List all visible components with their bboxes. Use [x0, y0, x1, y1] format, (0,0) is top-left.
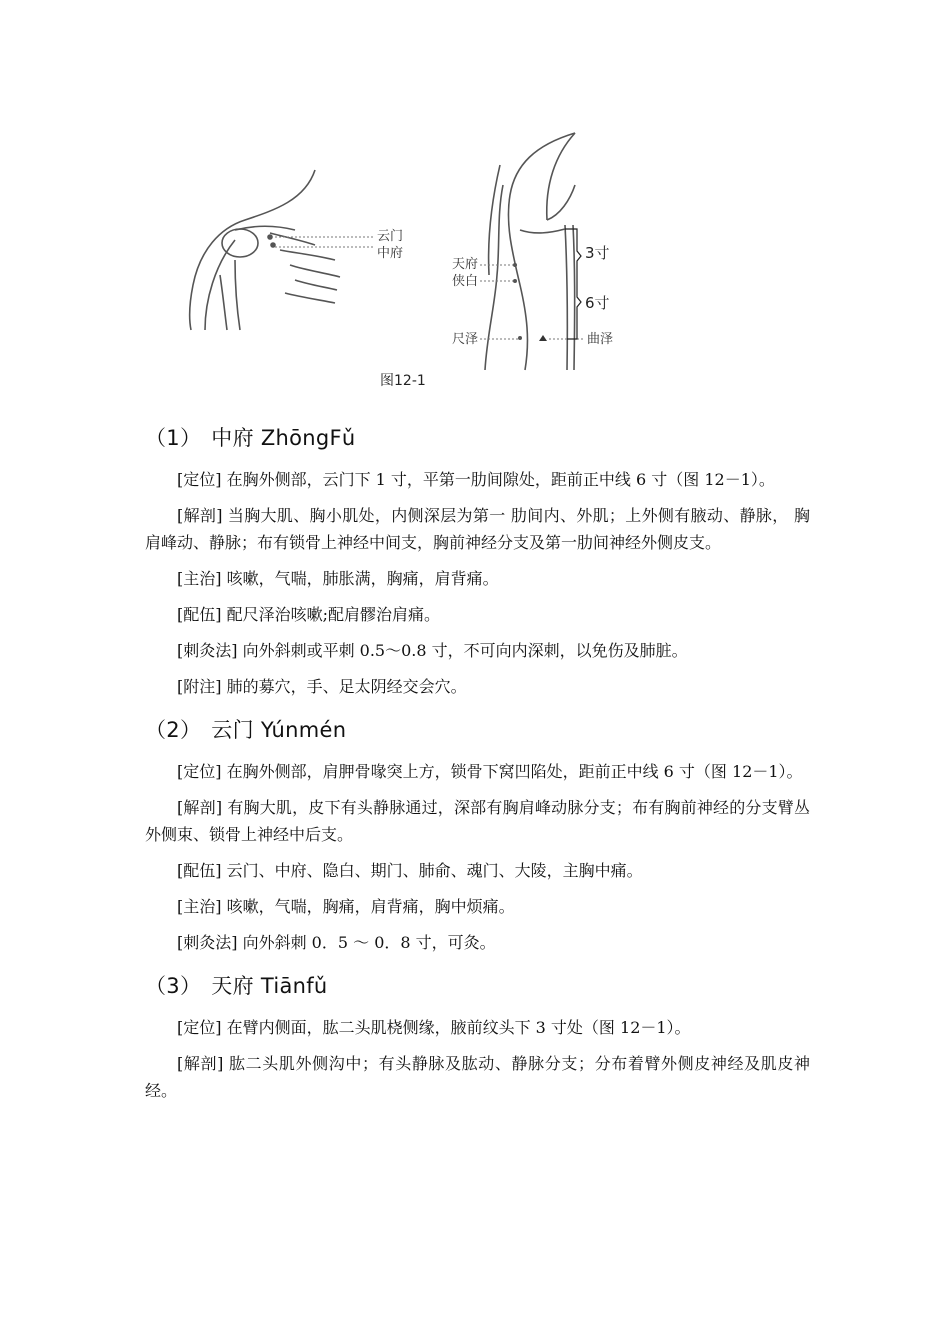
section-tianfu: [145, 970, 810, 1104]
section-yunmen: [145, 714, 810, 956]
paragraph: [附注] 肺的募穴，手、足太阴经交会穴。: [177, 677, 467, 696]
paragraph: [刺灸法] 向外斜刺 0．5 ～ 0．8 寸，可灸。: [177, 933, 496, 952]
paragraph: [刺灸法] 向外斜刺或平刺 0.5～0.8 寸，不可向内深刺，以免伤及肺脏。: [177, 641, 688, 660]
document-body: [145, 422, 810, 1118]
shoulder-arm-illustration: [175, 125, 635, 385]
label-yunmen: 云门: [377, 229, 404, 244]
paragraph: [解剖] 肱二头肌外侧沟中；有头静脉及肱动、静脉分支；分布着臂外侧皮神经及肌皮神经。: [145, 1054, 810, 1100]
arm-drawing: [485, 133, 575, 370]
label-chize: 尺泽: [452, 332, 479, 347]
label-tianfu: 天府: [452, 257, 479, 272]
paragraph: [解剖] 有胸大肌，皮下有头静脉通过，深部有胸肩峰动脉分支；布有胸前神经的分支臂丛外侧束、锁骨上神经中后支。: [145, 798, 810, 844]
section-title: 天府 Tiānfǔ: [211, 974, 328, 998]
paragraph: [主治] 咳嗽，气喘，肺胀满，胸痛，肩背痛。: [177, 569, 499, 588]
paragraph: [解剖] 当胸大肌、胸小肌处，内侧深层为第一 肋间内、外肌；上外侧有腋动、静脉， 胸肩峰动、静脉；布有锁骨上神经中间支，胸前神经分支及第一肋间神经外侧皮支。: [145, 506, 810, 552]
acupoint-figure: [175, 125, 635, 385]
section-number: （3）: [145, 974, 202, 998]
figure-caption: 图12-1: [380, 373, 426, 389]
paragraph: [定位] 在胸外侧部，肩胛骨喙突上方，锁骨下窝凹陷处，距前正中线 6 寸（图 12－1）。: [177, 762, 803, 781]
label-xiabai: 侠白: [452, 274, 479, 289]
paragraph: [配伍] 云门、中府、隐白、期门、肺俞、魂门、大陵，主胸中痛。: [177, 861, 643, 880]
paragraph: [配伍] 配尺泽治咳嗽;配肩髎治肩痛。: [177, 605, 440, 624]
section-number: （2）: [145, 718, 202, 742]
paragraph: [主治] 咳嗽，气喘，胸痛，肩背痛，胸中烦痛。: [177, 897, 515, 916]
section-heading: [145, 970, 810, 1000]
section-number: （1）: [145, 426, 202, 450]
label-zhongfu: 中府: [377, 246, 404, 261]
paragraph: [定位] 在臂内侧面，肱二头肌桡侧缘，腋前纹头下 3 寸处（图 12－1）。: [177, 1018, 691, 1037]
shoulder-drawing: [190, 170, 340, 330]
measure-6-cun: 6寸: [585, 294, 610, 312]
section-heading: [145, 714, 810, 744]
section-heading: [145, 422, 810, 452]
measure-3-cun: 3寸: [585, 244, 610, 262]
section-zhongfu: [145, 422, 810, 700]
label-quze: 曲泽: [587, 332, 614, 347]
paragraph: [定位] 在胸外侧部，云门下 1 寸，平第一肋间隙处，距前正中线 6 寸（图 12－1）。: [177, 470, 775, 489]
section-title: 云门 Yúnmén: [211, 718, 347, 742]
section-title: 中府 ZhōngFǔ: [211, 426, 356, 450]
